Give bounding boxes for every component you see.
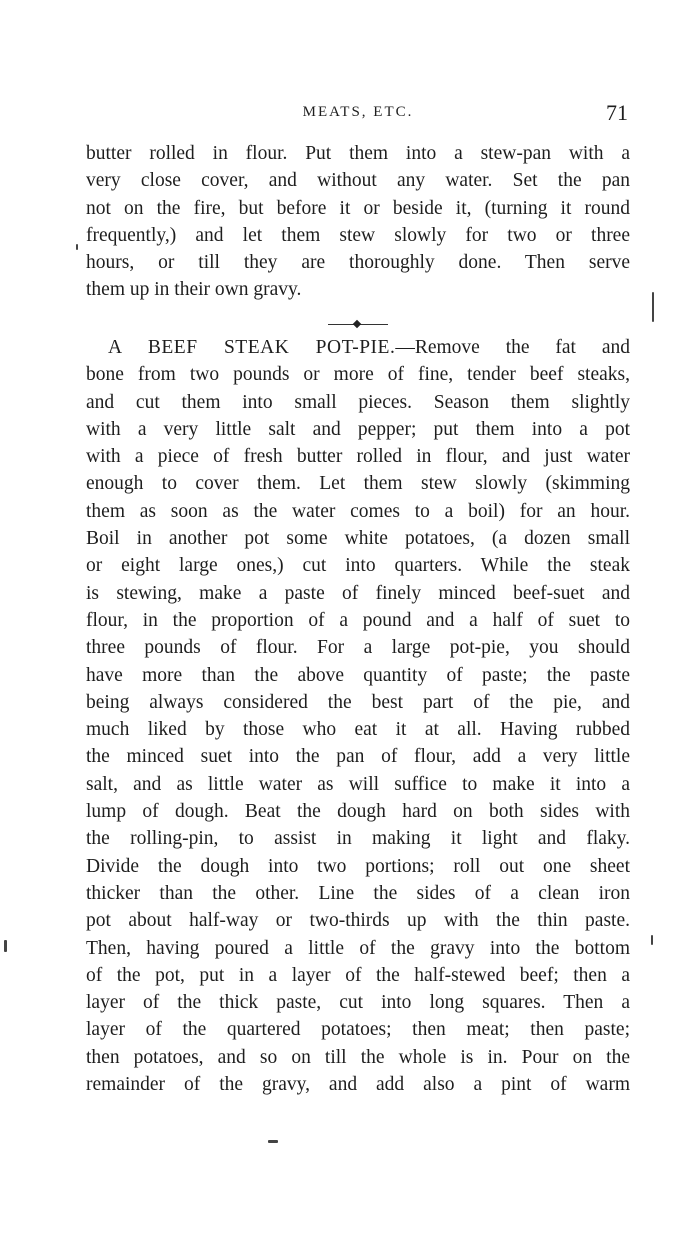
scan-artifact [76,244,78,250]
text-line: not on the fire, but before it or beside it, (turning it round [86,197,630,219]
scan-artifact [268,1140,278,1143]
text-line: or eight large ones,) cut into quarters. While the steak [86,555,630,577]
text-line: three pounds of flour. For a large pot-pie, you should [86,637,630,659]
text-line: Divide the dough into two portions; roll out one sheet [86,855,630,877]
text-line: bone from two pounds or more of fine, tender beef steaks, [86,364,630,386]
text-line: layer of the quartered potatoes; then meat; then paste; [86,1019,630,1041]
text-line: is stewing, make a paste of finely minced beef-suet and [86,582,630,604]
text-line: hours, or till they are thoroughly done. Then serve [86,252,630,274]
recipe-first-line [86,334,630,361]
text-line: much liked by those who eat it at all. Having rubbed [86,719,630,741]
text-line: them up in their own gravy. [86,279,302,301]
text-line: very close cover, and without any water. Set the pan [86,170,630,192]
text-line: lump of dough. Beat the dough hard on both sides with [86,801,630,823]
text-line: then potatoes, and so on till the whole is in. Pour on the [86,1046,630,1068]
text-line: being always considered the best part of the pie, and [86,691,630,713]
text-line: layer of the thick paste, cut into long squares. Then a [86,992,630,1014]
running-head-title: MEATS, ETC. [302,104,414,120]
text-line: flour, in the proportion of a pound and a half of suet to [86,609,630,631]
recipe-paragraph [86,334,630,1098]
text-line: butter rolled in flour. Put them into a stew-pan with a [86,143,630,164]
section-divider [328,321,388,329]
text-line: with a piece of fresh butter rolled in flour, and just water [86,446,630,468]
text-line: pot about half-way or two-thirds up with the thin paste. [86,910,630,932]
running-head [86,100,630,130]
recipe-title: A BEEF STEAK POT-PIE. [108,337,396,358]
text-line: enough to cover them. Let them stew slowly (skimming [86,473,630,495]
text-line: the rolling-pin, to assist in making it light and flaky. [86,828,630,850]
text-line: frequently,) and let them stew slowly for two or three [86,224,630,246]
continued-paragraph [86,140,630,304]
text-line: them as soon as the water comes to a boil) for an hour. [86,500,630,522]
text-line: have more than the above quantity of paste; the paste [86,664,630,686]
text-line: with a very little salt and pepper; put them into a pot [86,418,630,440]
text-line: Then, having poured a little of the gravy into the bottom [86,937,630,959]
scan-artifact [652,292,654,322]
text-line: thicker than the other. Line the sides of a clean iron [86,882,630,904]
text-line: and cut them into small pieces. Season them slightly [86,391,630,413]
page-number: 71 [606,100,628,125]
text-line: salt, and as little water as will suffice to make it into a [86,773,630,795]
text-line: of the pot, put in a layer of the half-stewed beef; then a [86,964,630,986]
recipe-first-line-text: —Remove the fat and [395,337,630,358]
scan-artifact [651,935,653,945]
text-line: Boil in another pot some white potatoes, (a dozen small [86,528,630,550]
scan-artifact [4,940,7,952]
text-line: remainder of the gravy, and add also a pint of warm [86,1074,630,1096]
text-line: the minced suet into the pan of flour, add a very little [86,746,630,768]
divider-ornament [353,320,361,328]
